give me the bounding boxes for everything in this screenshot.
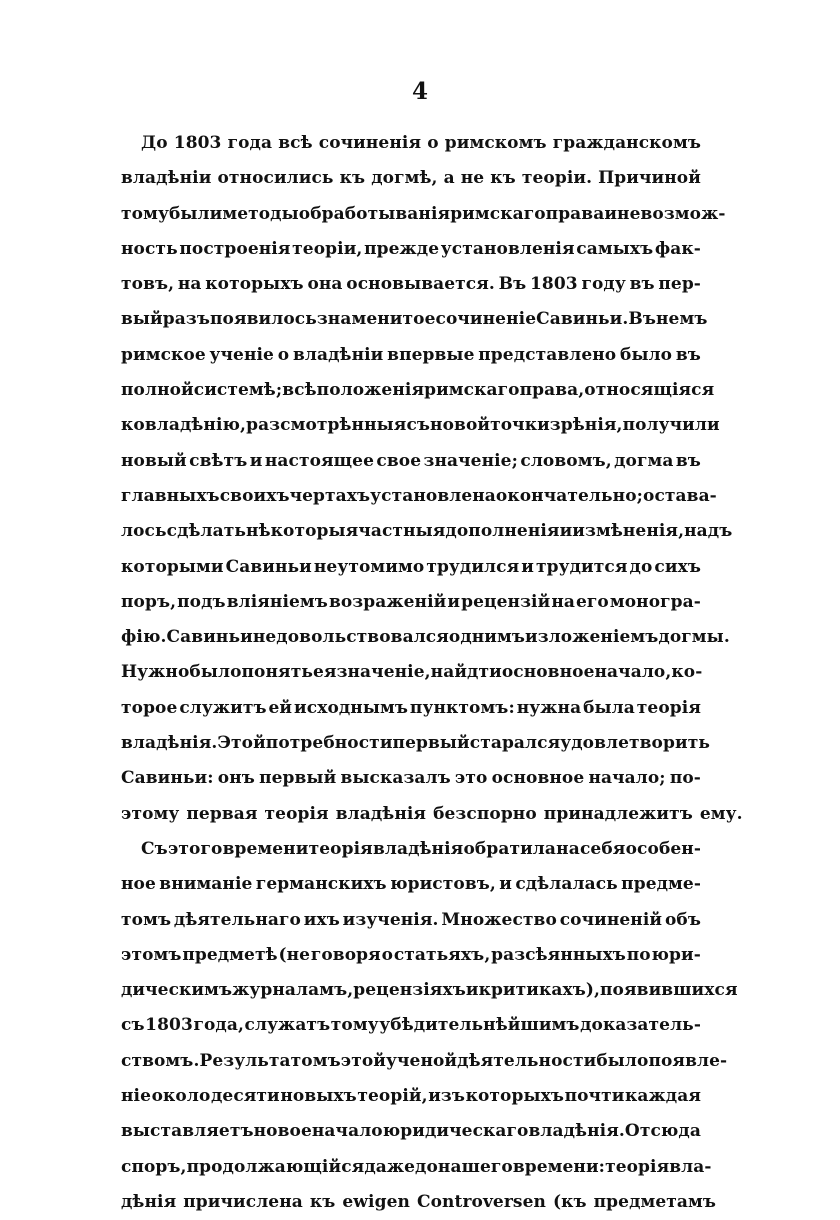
text-line: тому были методы обработыванія римскаго права и невозмож- [121,203,726,224]
text-line: ніе около десяти новыхъ теорій, изъ которыхъ почти каждая [121,1086,701,1107]
text-line: владѣніи относились къ догмѣ, а не къ теоріи. Причиной [121,168,701,189]
text-line: споръ, продолжающійся даже до нашего времени: теорія вла- [121,1156,712,1177]
text-line: вый разъ появилось знаменитое сочиненіе Савиньи. Въ немъ [121,309,708,330]
text-line: съ 1803 года, служатъ тому убѣдительнѣйшимъ доказатель- [121,1015,701,1036]
text-line: ность построенія теоріи, прежде установленія самыхъ фак- [121,238,701,259]
text-line: лось сдѣлать нѣкоторыя частныя дополненія и измѣненія, надъ [121,521,733,542]
text-line: новый свѣтъ и настоящее свое значеніе; словомъ, догма въ [121,450,701,471]
text-line: торое служитъ ей исходнымъ пунктомъ: нужна была теорія [121,697,701,718]
text-line: которыми Савиньи неутомимо трудился и трудится до сихъ [121,556,701,577]
text-line: ко владѣнію, разсмотрѣнныя съ новой точки зрѣнія, получили [121,415,720,436]
paragraph [121,126,743,832]
paragraph [121,832,738,1220]
text-line: томъ дѣятельнаго ихъ изученія. Множество сочиненій объ [121,909,701,930]
page-number: 4 [411,78,428,105]
body-text [121,126,743,1220]
text-line: дическимъ журналамъ, рецензіяхъ и критикахъ), появившихся [121,980,738,1001]
text-line: дѣнія причислена къ ewigen Controversen (къ предметамъ [121,1191,717,1212]
text-line: Савиньи: онъ первый высказалъ это основное начало; по- [121,768,701,789]
text-line: ное вниманіе германскихъ юристовъ, и сдѣлалась предме- [121,874,701,895]
text-line: этомъ предметѣ (не говоря о статьяхъ, разсѣянныхъ по юри- [121,944,701,965]
text-line: полной системѣ; всѣ положенія римскаго права, относящіяся [121,380,715,401]
text-line: этому первая теорія владѣнія безспорно принадлежитъ ему. [121,803,743,824]
text-line: Съ этого времени теорія владѣнія обратила на себя особен- [141,838,701,859]
text-line: фію. Савиньи не довольствовался однимъ изложеніемъ догмы. [121,627,730,648]
text-line: выставляетъ новое начало юридическаго владѣнія. Отсюда [121,1121,701,1142]
text-line: товъ, на которыхъ она основывается. Въ 1803 году въ пер- [121,274,701,295]
text-line: Нужно было понять ея значеніе, найдти основное начало, ко- [121,662,703,683]
text-line: До 1803 года всѣ сочиненія о римскомъ гражданскомъ [141,133,701,153]
text-line: поръ, подъ вліяніемъ возраженій и рецензій на его моногра- [121,591,701,612]
text-line: главныхъ своихъ чертахъ установлена окончательно; остава- [121,485,717,506]
text-line: владѣнія. Этой потребности первый старался удовлетворить [121,733,710,754]
text-line: римское ученіе о владѣніи впервые представлено было въ [121,344,701,365]
text-line: ствомъ. Результатомъ этой ученой дѣятельности было появле- [121,1050,728,1071]
